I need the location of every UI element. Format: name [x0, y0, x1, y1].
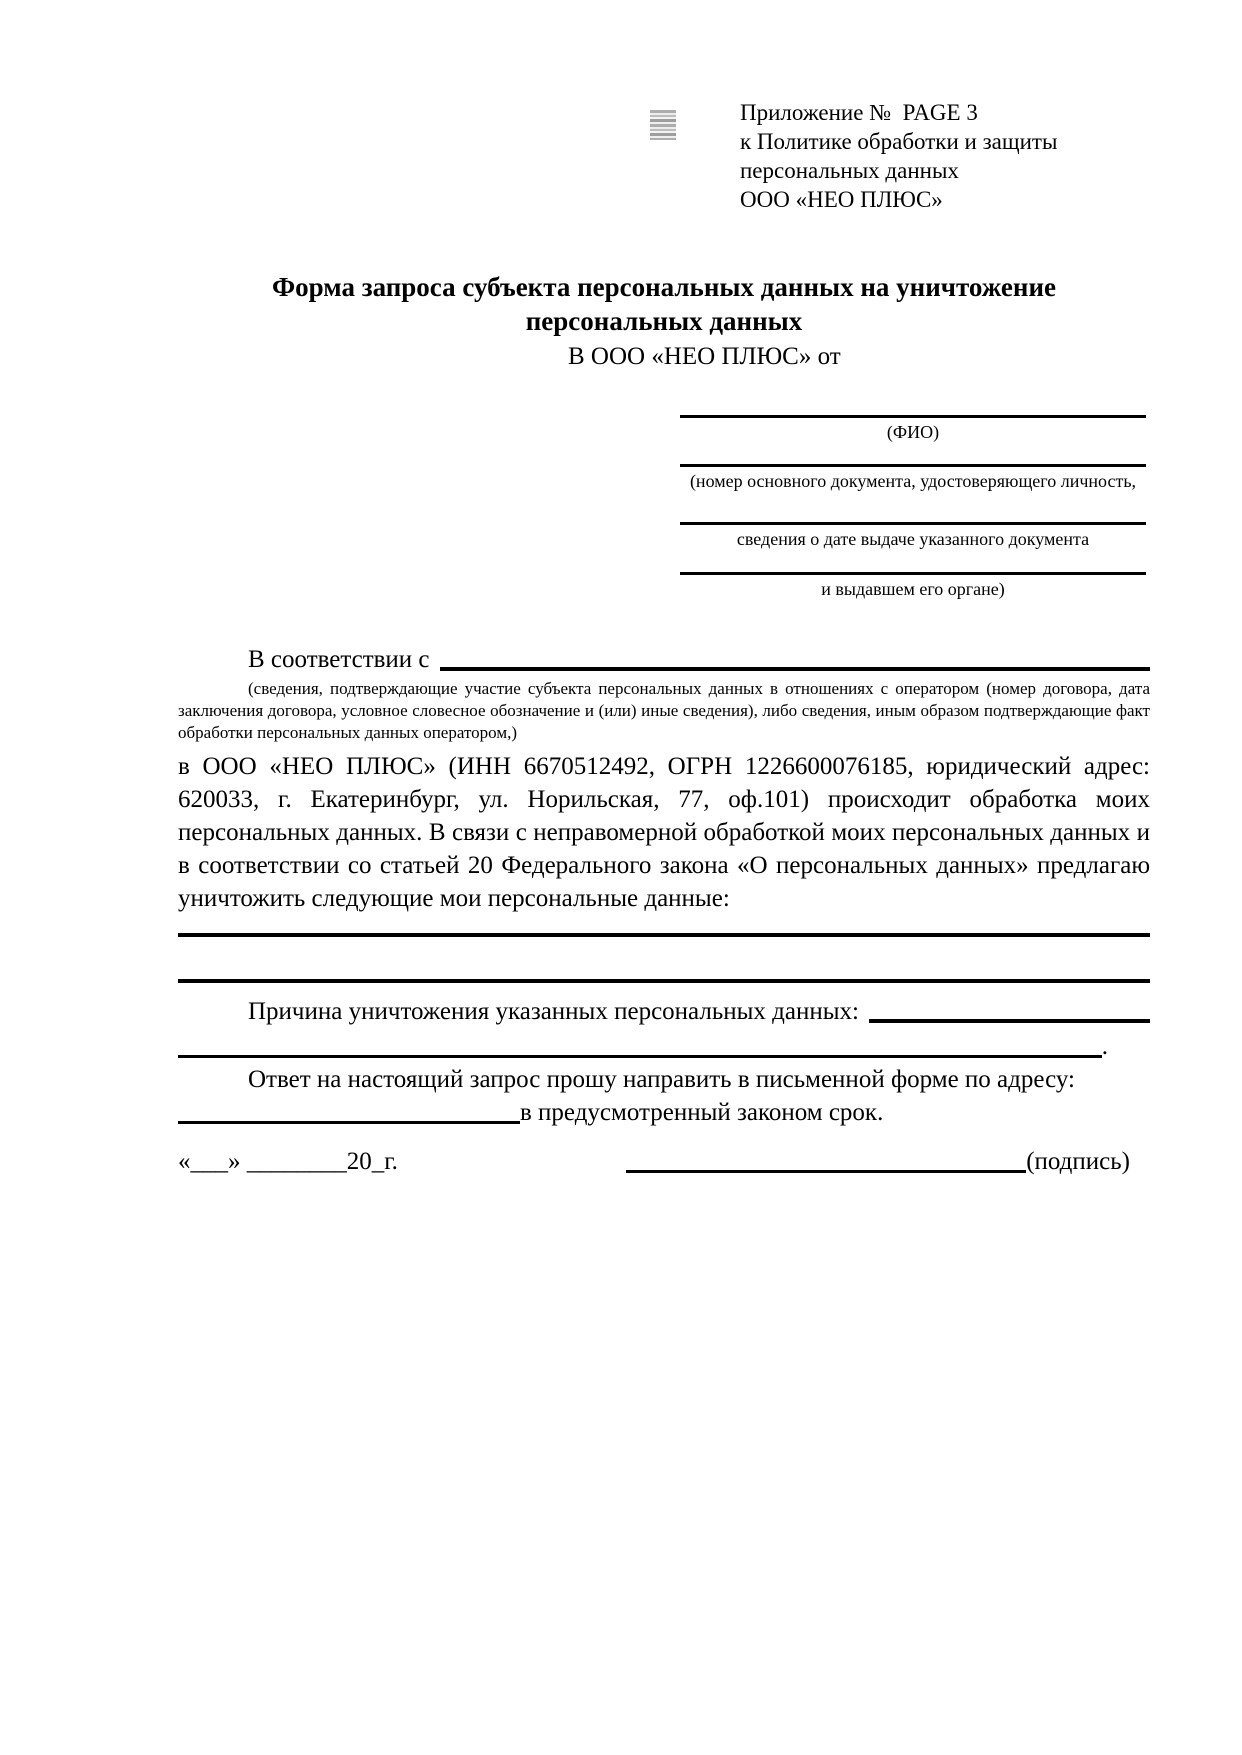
appendix-line-3: персональных данных: [740, 158, 959, 183]
accordance-lead: В соответствии с: [248, 646, 430, 673]
scan-artifact-icon: [650, 110, 676, 140]
reason-label: Причина уничтожения указанных персональных данных:: [248, 998, 859, 1025]
line-end-period: .: [1101, 1033, 1108, 1060]
data-blank-underline-1: [178, 933, 1150, 937]
date-signature-row: [178, 1145, 1150, 1178]
header-row: [178, 98, 1150, 214]
document-title: [178, 270, 1150, 338]
field-caption: и выдавшем его органе): [821, 579, 1005, 599]
field-document-number: [680, 464, 1146, 493]
accordance-blank-underline: [440, 667, 1150, 671]
date-blank: «___» ________20_г.: [178, 1148, 398, 1175]
answer-paragraph: Ответ на настоящий запрос прошу направить в письменной форме по адресу:: [248, 1066, 1075, 1093]
document-title-line2: персональных данных: [525, 306, 803, 336]
reason-line: [178, 995, 1150, 1028]
accordance-note: (сведения, подтверждающие участие субъекта персональных данных в отношениях с оператором (номер договора, дата заключения договора, условное словесное обозначение и (или) иные сведения), либо сведения, иным образом подтверждающие факт обработки персональных данных оператором,): [178, 679, 1150, 742]
field-caption: (ФИО): [886, 422, 940, 442]
reason-continuation-line: [178, 1030, 1150, 1063]
appendix-line-1: Приложение № PAGE 3: [740, 100, 978, 125]
field-caption: сведения о дате выдаче указанного документа: [736, 529, 1090, 549]
applicant-fields: [680, 415, 1146, 601]
reason-blank-underline: [869, 1019, 1150, 1023]
signature-caption: (подпись): [1026, 1148, 1130, 1175]
accordance-line: [178, 643, 1150, 676]
appendix-block: [740, 98, 1150, 214]
field-issuing-authority: [680, 572, 1146, 601]
data-blank-underline-2: [178, 979, 1150, 983]
addressee-line: В ООО «НЕО ПЛЮС» от: [568, 343, 841, 370]
field-fio: [680, 415, 1146, 444]
body-paragraph: в ООО «НЕО ПЛЮС» (ИНН 6670512492, ОГРН 1226600076185, юридический адрес: 620033, г. Екатеринбург, ул. Норильская, 77, оф.101) происходит обработка моих персональных данных. В связи с неправомерной обработкой моих персональных данных и в соответствии со статьей 20 Федерального закона «О персональных данных» предлагаю уничтожить следующие мои персональные данные:: [178, 753, 1150, 912]
appendix-line-4: ООО «НЕО ПЛЮС»: [740, 187, 943, 212]
signature-group: [626, 1145, 1130, 1178]
signature-underline: [626, 1170, 1026, 1173]
appendix-line-2: к Политике обработки и защиты: [740, 129, 1058, 154]
term-line: [178, 1096, 1150, 1129]
address-blank-underline: [178, 1121, 520, 1124]
field-caption: (номер основного документа, удостоверяющего личность,: [689, 471, 1137, 491]
term-text: в предусмотренный законом срок.: [520, 1099, 884, 1126]
document-title-line1: Форма запроса субъекта персональных данных на уничтожение: [271, 272, 1057, 302]
reason-continuation-underline: [178, 1055, 1102, 1058]
field-issue-date: [680, 522, 1146, 551]
